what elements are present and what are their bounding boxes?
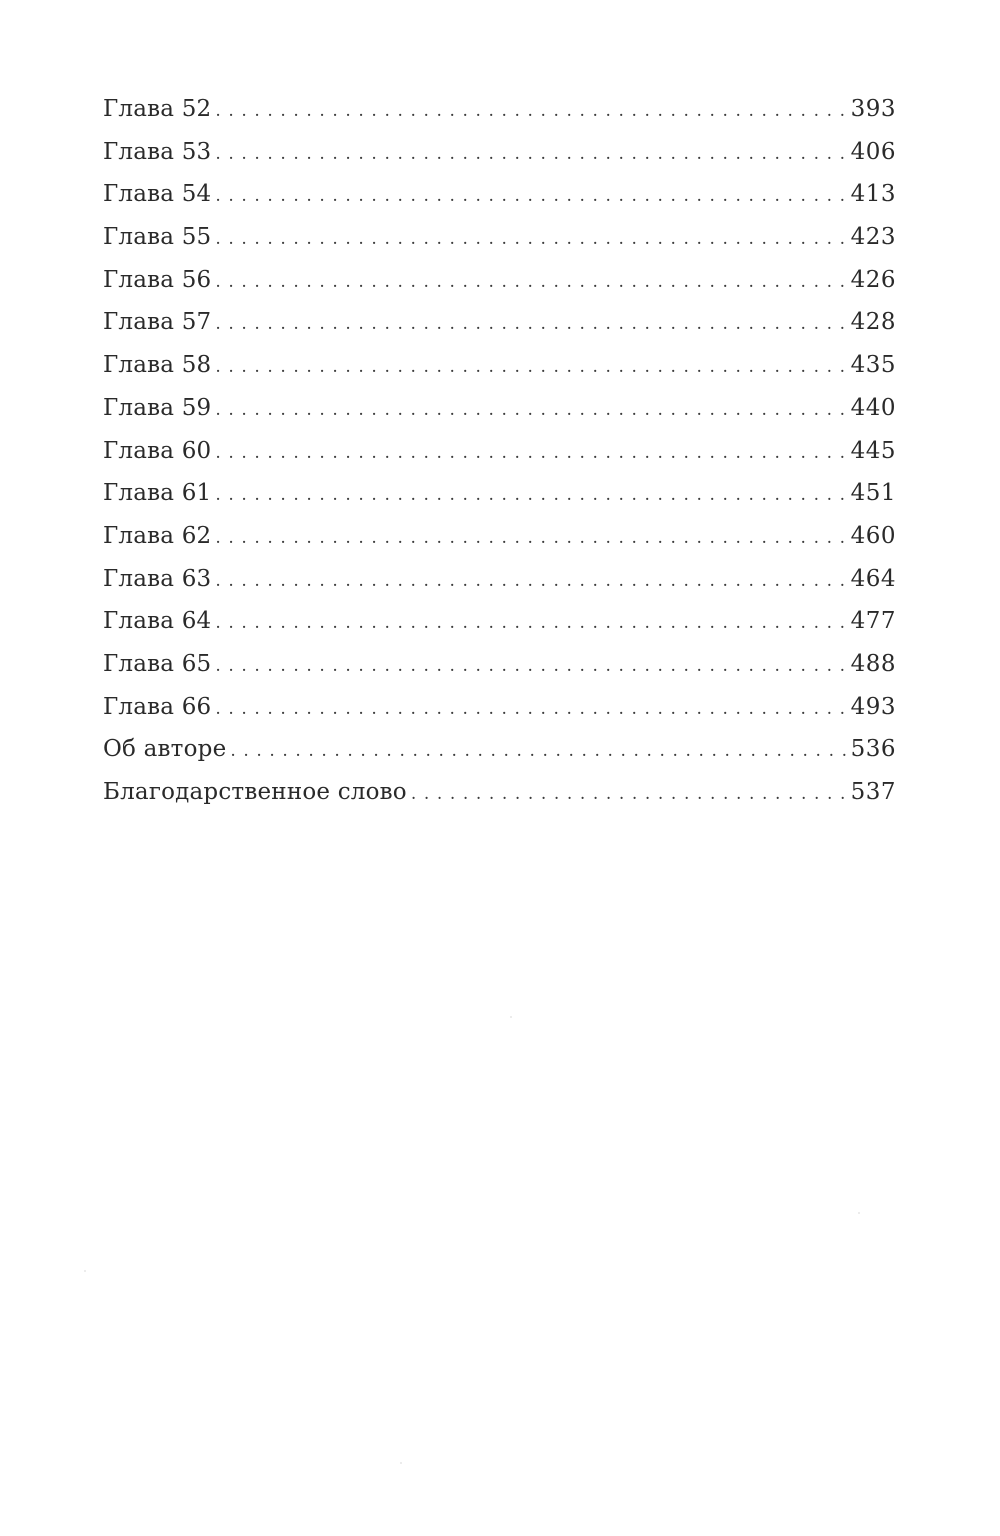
toc-dot-leader [215, 175, 847, 216]
toc-dot-leader [215, 261, 847, 302]
toc-entry [103, 88, 896, 131]
toc-entry-page: 423 [850, 224, 896, 251]
toc-entry [103, 173, 896, 216]
toc-entry [103, 344, 896, 387]
toc-entry [103, 131, 896, 174]
toc-entry [103, 558, 896, 601]
toc-dot-leader [215, 432, 847, 473]
paper-speck [400, 1462, 402, 1464]
toc-entry-page: 477 [850, 608, 896, 635]
toc-dot-leader [215, 602, 847, 643]
toc-entry-page: 435 [850, 352, 896, 379]
toc-dot-leader [215, 389, 847, 430]
toc-entry-page: 406 [850, 138, 896, 165]
toc-entry [103, 600, 896, 643]
toc-entry-page: 445 [850, 437, 896, 464]
toc-dot-leader [215, 474, 847, 515]
toc-entry [103, 472, 896, 515]
toc-entry-page: 451 [850, 480, 896, 507]
toc-entry-title: Глава 57 [103, 309, 212, 336]
toc-dot-leader [215, 218, 847, 259]
toc-entry-page: 440 [850, 394, 896, 421]
toc-entry-title: Глава 62 [103, 522, 212, 549]
toc-entry [103, 686, 896, 729]
toc-entry [103, 259, 896, 302]
toc-dot-leader [230, 730, 847, 771]
toc-entry-page: 464 [850, 565, 896, 592]
toc-entry-title: Глава 56 [103, 266, 212, 293]
toc-entry-page: 428 [850, 309, 896, 336]
toc-entry [103, 387, 896, 430]
paper-speck [858, 1212, 860, 1214]
toc-entry-title: Глава 66 [103, 693, 212, 720]
toc-entry-title: Глава 58 [103, 352, 212, 379]
toc-entry-page: 488 [850, 650, 896, 677]
toc-dot-leader [215, 688, 847, 729]
toc-entry-page: 460 [850, 522, 896, 549]
toc-entry-page: 493 [850, 693, 896, 720]
toc-dot-leader [411, 773, 848, 814]
toc-entry-page: 393 [850, 96, 896, 122]
toc-entry-page: 426 [850, 266, 896, 293]
toc-dot-leader [215, 303, 847, 344]
toc-entry-title: Глава 59 [103, 394, 212, 421]
toc-dot-leader [215, 517, 847, 558]
toc-entry-title: Глава 63 [103, 565, 212, 592]
toc-entry [103, 430, 896, 473]
toc-entry-title: Глава 53 [103, 138, 212, 165]
toc-entry-title: Об авторе [103, 736, 227, 763]
toc-entry-title: Глава 64 [103, 608, 212, 635]
toc-entry [103, 301, 896, 344]
toc-entry [103, 216, 896, 259]
toc-dot-leader [215, 645, 847, 686]
toc-entry [103, 515, 896, 558]
toc-entry-title: Глава 61 [103, 480, 212, 507]
toc-dot-leader [215, 90, 847, 131]
toc-entry-title: Благодарственное слово [103, 779, 407, 805]
toc-entry [103, 643, 896, 686]
paper-speck [510, 1016, 512, 1018]
toc-entry-title: Глава 60 [103, 437, 212, 464]
toc-entry-page: 536 [850, 736, 896, 763]
toc-entry-page: 413 [850, 181, 896, 208]
toc-entry [103, 728, 896, 771]
toc-entry [103, 771, 896, 814]
toc-entry-page: 537 [850, 779, 896, 805]
paper-speck [84, 1270, 86, 1272]
toc-dot-leader [215, 346, 847, 387]
toc-entry-title: Глава 52 [103, 96, 212, 122]
toc-dot-leader [215, 560, 847, 601]
toc-entry-title: Глава 55 [103, 224, 212, 251]
toc-entry-title: Глава 54 [103, 181, 212, 208]
toc-entry-title: Глава 65 [103, 650, 212, 677]
toc-dot-leader [215, 133, 847, 174]
table-of-contents [103, 88, 896, 814]
